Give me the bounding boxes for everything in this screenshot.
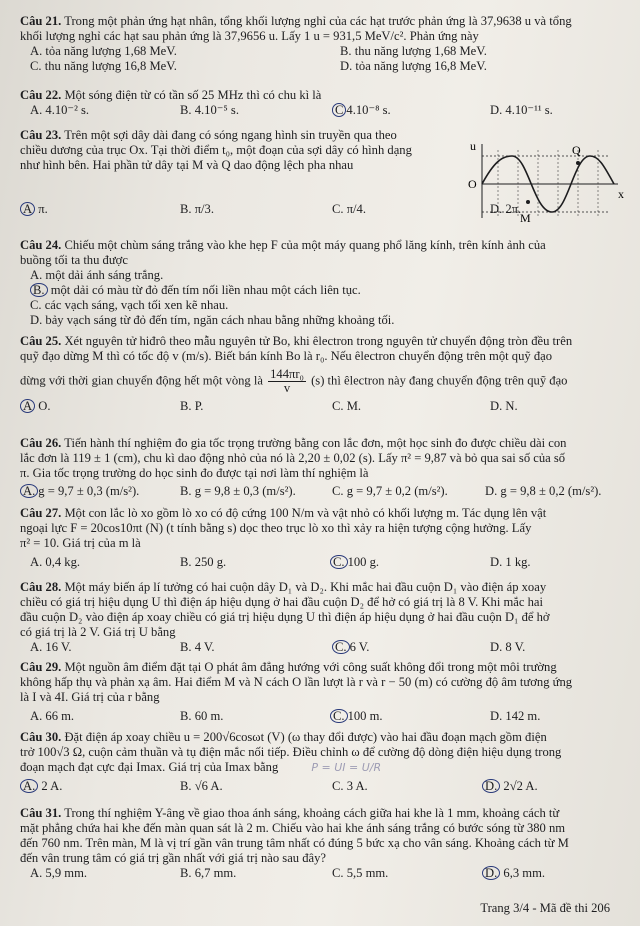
q27-text2: ngoại lực F = 20cos10πt (N) (t tính bằng s) dọc theo trục lò xo thì xảy ra hiện tượng cộng hưởng. Lấy [20, 521, 532, 535]
q22-c-circle-mark: C [332, 103, 346, 117]
q25-text3b: (s) thì êlectron này đang chuyển động trên quỹ đạo [311, 373, 568, 388]
q27-label: Câu 27. [20, 506, 62, 520]
q29-option-c-text: 100 m. [347, 709, 383, 723]
label-u: u [470, 140, 476, 153]
fraction-numerator: 144πr₀ [270, 367, 304, 381]
q25-option-b[interactable]: B. P. [180, 399, 204, 413]
q26-text3: π. Gia tốc trọng trường do học sinh đo được tại nơi làm thí nghiệm là [20, 466, 369, 480]
question-31 [20, 806, 630, 881]
q29-c-circle-mark: C. [330, 709, 348, 723]
q27-c-circle-mark: C. [330, 555, 348, 569]
q30-option-d[interactable] [482, 779, 538, 794]
q21-option-c[interactable]: C. thu năng lượng 16,8 MeV. [30, 59, 177, 73]
q25-option-c[interactable]: C. M. [332, 399, 362, 413]
q28-c-circle-mark: C. [332, 640, 350, 654]
q31-option-a[interactable]: A. 5,9 mm. [30, 866, 88, 880]
q26-option-c[interactable]: C. g = 9,7 ± 0,2 (m/s²). [332, 484, 448, 498]
q23-text: Trên một sợi dây dài đang có sóng ngang hình sin truyền qua theo [64, 128, 397, 142]
page-footer: Trang 3/4 - Mã đề thi 206 [480, 901, 610, 915]
q31-label: Câu 31. [20, 806, 62, 820]
question-21 [20, 14, 630, 74]
q21-option-a[interactable]: A. tỏa năng lượng 1,68 MeV. [30, 44, 177, 58]
q25-option-d[interactable]: D. N. [490, 399, 518, 413]
question-26 [20, 436, 630, 499]
q22-option-c-text: 4.10⁻⁸ s. [346, 103, 391, 117]
q28-label: Câu 28. [20, 580, 62, 594]
question-22 [20, 88, 630, 118]
question-29 [20, 660, 630, 724]
q31-text4: đến vân trung tâm có giá trị gần nhất với giá trị nào sau đây? [20, 851, 327, 865]
q28-option-a[interactable]: A. 16 V. [30, 640, 72, 654]
q26-label: Câu 26. [20, 436, 62, 450]
q23-option-b[interactable]: B. π/3. [180, 202, 214, 216]
q30-a-circle-mark: A. [20, 779, 38, 793]
q28-text: Một máy biến áp lí tưởng có hai cuộn dây D₁ và D₂. Khi mắc hai đầu cuộn D₁ vào điện áp xoay [64, 580, 547, 594]
q28-text3: đầu cuộn D₂ vào điện áp xoay chiều có giá trị hiệu dụng U thì điện áp hiệu dụng ở hai đầu cuộn D₁ để hở [20, 610, 550, 624]
q30-option-a[interactable] [20, 779, 62, 794]
q22-option-d[interactable]: D. 4.10⁻¹¹ s. [490, 103, 553, 117]
q22-option-b[interactable]: B. 4.10⁻⁵ s. [180, 103, 239, 117]
q26-a-circle-mark: A. [20, 484, 38, 498]
q26-text2: lắc đơn là 119 ± 1 (cm), chu kì dao động nhỏ của nó là 2,20 ± 0,02 (s). Lấy π² = 9,87 và bỏ qua sai số của số [20, 451, 566, 465]
q30-option-d-text: 2√2 A. [503, 779, 538, 793]
q26-option-d[interactable]: D. g = 9,8 ± 0,2 (m/s²). [485, 484, 602, 498]
q25-option-a[interactable] [20, 399, 51, 414]
q24-option-b-text: một dải có màu từ đỏ đến tím nối liền nhau một cách liên tục. [50, 283, 361, 297]
label-o: O [468, 177, 477, 191]
q23-label: Câu 23. [20, 128, 62, 142]
q31-text: Trong thí nghiệm Y-âng về giao thoa ánh sáng, khoảng cách giữa hai khe là 1 mm, khoảng cách từ [64, 806, 560, 820]
q28-option-c-text: 6 V. [349, 640, 370, 654]
q24-option-a[interactable]: A. một dải ánh sáng trắng. [30, 268, 164, 282]
q29-option-c[interactable] [330, 709, 383, 724]
q29-text: Một nguồn âm điểm đặt tại O phát âm đẳng hướng với công suất không đổi trong một môi trường [64, 660, 557, 674]
q24-option-d[interactable]: D. bảy vạch sáng từ đỏ đến tím, ngăn cách nhau bằng những khoảng tối. [30, 313, 395, 327]
q23-option-a-text: π. [38, 202, 48, 216]
q23-text2: chiều dương của trục Ox. Tại thời điểm t₀, một đoạn của sợi dây có hình dạng [20, 143, 412, 157]
q25-a-circle-mark: A [20, 399, 35, 413]
q23-text3: như hình bên. Hai phần tử dây tại M và Q dao động lệch pha nhau [20, 158, 354, 172]
q30-option-b[interactable]: B. √6 A. [180, 779, 223, 793]
q30-label: Câu 30. [20, 730, 62, 744]
q24-text2: buồng tối ta thu được [20, 253, 128, 267]
q27-option-b[interactable]: B. 250 g. [180, 555, 227, 569]
question-27 [20, 506, 630, 570]
q23-option-c[interactable]: C. π/4. [332, 202, 366, 216]
q30-handwritten-note: P = UI = U/R [311, 761, 382, 774]
q24-b-circle-mark: B. [30, 283, 48, 297]
question-28 [20, 580, 630, 655]
label-x: x [618, 187, 624, 201]
q26-option-a[interactable] [20, 484, 139, 499]
q30-text3: đoạn mạch đạt cực đại Imax. Giá trị của Imax bằng [20, 760, 279, 774]
q25-text: Xét nguyên tử hiđrô theo mẫu nguyên tử Bo, khi êlectron trong nguyên tử chuyển động tròn đều trên [64, 334, 573, 348]
q22-label: Câu 22. [20, 88, 62, 102]
q28-text4: có giá trị là 2 V. Giá trị U bằng [20, 625, 176, 639]
q21-text: Trong một phản ứng hạt nhân, tổng khối lượng nghỉ của các hạt trước phản ứng là 37,9638 u và tổng [64, 14, 572, 28]
label-q: Q [572, 143, 581, 157]
q23-option-a[interactable] [20, 202, 48, 217]
point-q [576, 161, 580, 165]
q30-option-c[interactable]: C. 3 A. [332, 779, 368, 793]
question-30 [20, 730, 630, 794]
q28-text2: chiều có giá trị hiệu dụng U thì điện áp hiệu dụng ở hai đầu cuộn D₂ để hở có giá trị là 8 V. Khi mắc hai [20, 595, 543, 609]
q31-text3: đến 760 nm. Trên màn, M là vị trí gần vân trung tâm nhất có đúng 5 bức xạ cho vân sáng. Khoảng cách từ M [20, 836, 569, 850]
q24-option-c[interactable]: C. các vạch sáng, vạch tối xen kẽ nhau. [30, 298, 229, 312]
q31-option-d-text: 6,3 mm. [503, 866, 546, 880]
q22-text: Một sóng điện từ có tần số 25 MHz thì có chu kì là [64, 88, 322, 102]
q29-option-a[interactable]: A. 66 m. [30, 709, 75, 723]
question-25 [20, 334, 630, 414]
fraction-denominator: v [283, 381, 291, 395]
q31-text2: mặt phẳng chứa hai khe đến màn quan sát là 2 m. Chiếu vào hai khe ánh sáng trắng có bước sóng từ 380 nm [20, 821, 566, 835]
q25-text3a: dừng với thời gian chuyển động hết một vòng là [20, 373, 263, 388]
q29-option-b[interactable]: B. 60 m. [180, 709, 224, 723]
q30-d-circle-mark: D. [482, 779, 500, 793]
q21-option-d[interactable]: D. tỏa năng lượng 16,8 MeV. [340, 59, 487, 73]
q26-text: Tiến hành thí nghiệm đo gia tốc trọng trường bằng con lắc đơn, một học sinh đo được chiều dài con [64, 436, 567, 450]
q25-fraction [268, 368, 306, 395]
q24-option-b[interactable] [20, 283, 630, 298]
q23-a-circle-mark: A [20, 202, 35, 216]
q30-option-a-text: 2 A. [41, 779, 63, 793]
q30-text: Đặt điện áp xoay chiều u = 200√6cosωt (V) (ω thay đổi được) vào hai đầu đoạn mạch gồm điện [64, 730, 547, 744]
q23-option-d[interactable]: D. 2π. [490, 202, 522, 216]
q29-text2: không hấp thụ và phản xạ âm. Hai điểm M và N cách O lần lượt là r và r − 50 (m) có cường độ âm tương ứng [20, 675, 573, 689]
q21-option-b[interactable]: B. thu năng lượng 1,68 MeV. [340, 44, 487, 58]
q24-label: Câu 24. [20, 238, 62, 252]
q28-option-c[interactable] [332, 640, 369, 655]
q28-option-d[interactable]: D. 8 V. [490, 640, 526, 654]
q29-option-d[interactable]: D. 142 m. [490, 709, 541, 723]
q30-text2: trở 100√3 Ω, cuộn cảm thuần và tụ điện mắc nối tiếp. Điều chỉnh ω để cường độ dòng điện hiệu dụng trong [20, 745, 562, 759]
q25-option-a-text: O. [38, 399, 51, 413]
q26-option-a-text: g = 9,7 ± 0,3 (m/s²). [38, 484, 140, 498]
q27-option-c-text: 100 g. [347, 555, 380, 569]
q27-option-a[interactable]: A. 0,4 kg. [30, 555, 81, 569]
question-23-options [20, 202, 630, 222]
q27-text: Một con lắc lò xo gồm lò xo có độ cứng 100 N/m và vật nhỏ có khối lượng m. Tác dụng lên vật [64, 506, 547, 520]
q22-option-c[interactable] [332, 103, 391, 118]
question-24 [20, 238, 630, 328]
q27-option-c[interactable] [330, 555, 379, 570]
label-m: M [520, 211, 531, 222]
q21-label: Câu 21. [20, 14, 62, 28]
q29-text3: là I và 4I. Giá trị của r bằng [20, 690, 160, 704]
q26-option-b[interactable]: B. g = 9,8 ± 0,3 (m/s²). [180, 484, 296, 498]
q24-text: Chiếu một chùm sáng trắng vào khe hẹp F của một máy quang phổ lăng kính, trên kính ảnh của [64, 238, 546, 252]
q21-text2: khối lượng nghỉ các hạt sau phản ứng là 37,9656 u. Lấy 1 u = 931,5 MeV/c². Phản ứng này [20, 29, 479, 43]
q31-option-b[interactable]: B. 6,7 mm. [180, 866, 237, 880]
q28-option-b[interactable]: B. 4 V. [180, 640, 215, 654]
q31-d-circle-mark: D. [482, 866, 500, 880]
question-23 [20, 128, 460, 173]
q27-text3: π² = 10. Giá trị của m là [20, 536, 141, 550]
q25-label: Câu 25. [20, 334, 62, 348]
q31-option-c[interactable]: C. 5,5 mm. [332, 866, 389, 880]
q27-option-d[interactable]: D. 1 kg. [490, 555, 531, 569]
q29-label: Câu 29. [20, 660, 62, 674]
q25-text2: quỹ đạo dừng M thì có tốc độ v (m/s). Biết bán kính Bo là r₀. Nếu êlectron chuyển động trên một quỹ đạo [20, 349, 553, 363]
q22-option-a[interactable]: A. 4.10⁻² s. [30, 103, 90, 117]
q31-option-d[interactable] [482, 866, 545, 881]
